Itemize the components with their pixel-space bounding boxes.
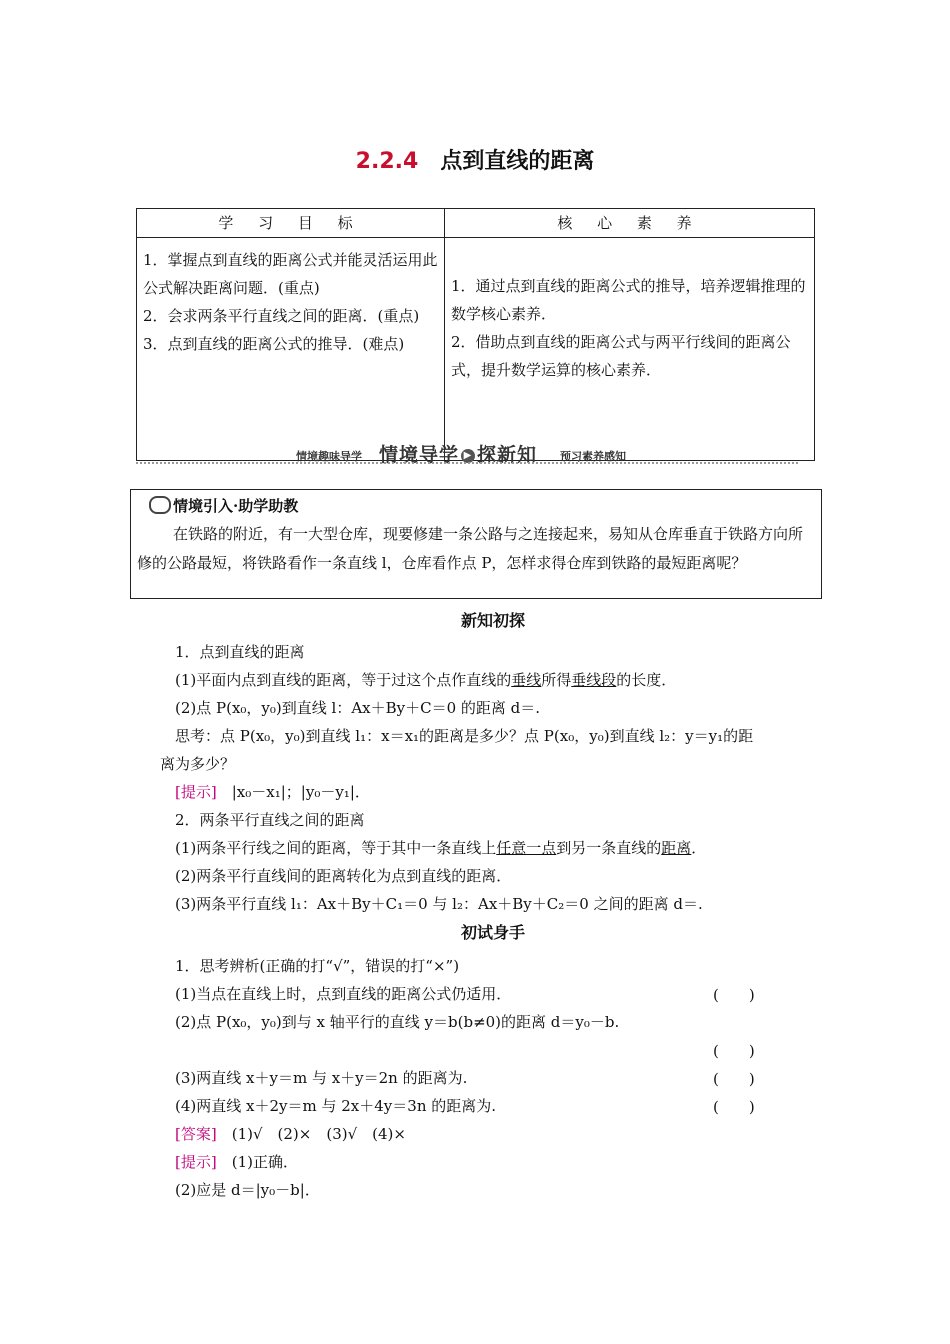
question-line: (1)当点在直线上时，点到直线的距离公式仍适用． <box>175 985 512 1003</box>
underlined-term: 任意一点 <box>496 839 557 857</box>
text-line: (3)两条平行直线 l₁：Ax＋By＋C₁＝0 与 l₂：Ax＋By＋C₂＝0 之间的距离 d＝. <box>175 895 703 913</box>
section-heading-new-knowledge <box>432 610 554 632</box>
intro-box <box>130 489 822 599</box>
banner-main-1: 情境导学 <box>379 444 460 466</box>
question-line: (4)两直线 x＋2y＝m 与 2x＋4y＝3n 的距离为. <box>175 1097 497 1115</box>
bike-icon <box>149 496 171 514</box>
competency-item: 1．通过点到直线的距离公式的推导，培养逻辑推理的数学核心素养． <box>451 277 806 323</box>
section-heading-label: 初试身手 <box>460 923 525 942</box>
competency-item: 2．借助点到直线的距离公式与两平行线间的距离公式，提升数学运算的核心素养． <box>451 333 791 379</box>
page-title <box>0 144 950 175</box>
banner-right-label: 预习素养感知 <box>560 450 626 463</box>
answer-blank: ( ) <box>713 1042 755 1060</box>
question-line: (3)两直线 x＋y＝m 与 x＋y＝2n 的距离为. <box>175 1069 468 1087</box>
intro-body: 在铁路的附近，有一大型仓库，现要修建一条公路与之连接起来，易知从仓库垂直于铁路方向所修的公路最短，将铁路看作一条直线 l，仓库看作点 P，怎样求得仓库到铁路的最短距离呢？ <box>137 525 804 572</box>
intro-heading-text: 情境引入·助学助教 <box>173 497 299 515</box>
text-line: (1)平面内点到直线的距离，等于过这个点作直线的垂线所得垂线段的长度． <box>175 671 677 689</box>
question-line: (2)点 P(x₀，y₀)到与 x 轴平行的直线 y＝b(b≠0)的距离 d＝y₀－b. <box>175 1013 620 1031</box>
hint-line: [提示] (1)正确． <box>175 1153 298 1171</box>
intro-heading <box>173 495 298 516</box>
dotted-divider <box>136 462 798 464</box>
hint-tag: [提示] <box>175 1153 217 1171</box>
answer-tag: [答案] <box>175 1125 217 1143</box>
answer-line: [答案] (1)√ (2)× (3)√ (4)× <box>175 1125 406 1143</box>
text-line: 思考：点 P(x₀，y₀)到直线 l₁：x＝x₁的距离是多少？点 P(x₀，y₀)到直线 l₂：y＝y₁的距 <box>175 727 754 745</box>
answer-blank: ( ) <box>713 1070 755 1088</box>
goals-header-left: 学 习 目 标 <box>137 209 445 238</box>
title-text: 点到直线的距离 <box>440 149 595 174</box>
banner-left-label: 情境趣味导学 <box>296 450 362 463</box>
banner-main-2: 探新知 <box>477 444 538 466</box>
hint-line: [提示] |x₀－x₁|；|y₀－y₁|． <box>175 783 370 801</box>
section-banner <box>136 440 798 468</box>
answer-blank: ( ) <box>713 1098 755 1116</box>
goal-item: 3．点到直线的距离公式的推导．(难点) <box>143 335 405 353</box>
arrow-right-icon: ▶ <box>461 449 475 463</box>
goals-table <box>136 208 815 461</box>
section-heading-label: 新知初探 <box>460 611 525 630</box>
underlined-term: 垂线 <box>511 671 542 689</box>
text-line: 1．思考辨析(正确的打“√”，错误的打“×”) <box>175 957 460 975</box>
section-heading-trial <box>432 922 554 944</box>
text-line: (2)两条平行直线间的距离转化为点到直线的距离． <box>175 867 512 885</box>
goals-right-cell <box>445 238 815 461</box>
hint-tag: [提示] <box>175 783 217 801</box>
goal-item: 2．会求两条平行直线之间的距离．(重点) <box>143 307 420 325</box>
text-line: 1．点到直线的距离 <box>175 643 305 661</box>
text-line: (2)点 P(x₀，y₀)到直线 l：Ax＋By＋C＝0 的距离 d＝. <box>175 699 541 717</box>
goals-header-right: 核 心 素 养 <box>445 209 815 238</box>
answer-blank: ( ) <box>713 986 755 1004</box>
text-line: (2)应是 d＝|y₀－b|． <box>175 1181 320 1199</box>
goals-left-cell <box>137 238 445 461</box>
text-line: 2．两条平行直线之间的距离 <box>175 811 365 829</box>
text-line: 离为多少？ <box>160 755 236 773</box>
section-number: 2.2.4 <box>355 149 419 174</box>
underlined-term: 垂线段 <box>571 671 617 689</box>
goal-item: 1．掌握点到直线的距离公式并能灵活运用此公式解决距离问题．(重点) <box>143 251 438 297</box>
underlined-term: 距离 <box>661 839 692 857</box>
text-line: (1)两条平行线之间的距离，等于其中一条直线上任意一点到另一条直线的距离． <box>175 839 707 857</box>
